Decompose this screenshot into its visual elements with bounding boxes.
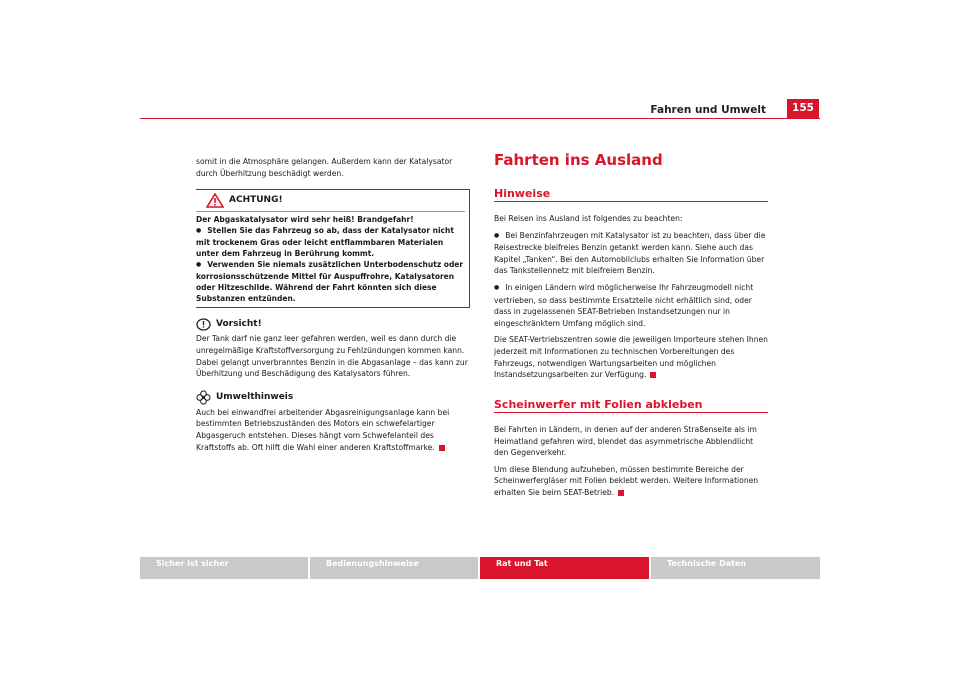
chapter-title: Fahren und Umwelt xyxy=(650,104,766,116)
warning-line: Der Abgaskatalysator wird sehr heiß! Brandgefahr! xyxy=(196,215,414,225)
footer-tab-bedienung[interactable]: Bedienungshinweise xyxy=(310,557,478,579)
caution-title: Vorsicht! xyxy=(216,319,262,330)
environment-text-content: Auch bei einwandfrei arbeitender Abgasreinigungsanlage kann bei bestimmten Betriebszuständen des Motors ein schwefelartiger Abgasgeruch entstehen. Dieses hängt vom Schwefelanteil des Kraftstoffs ab. Oft hilft die Wahl einer anderen Kraftstoffmarke. xyxy=(196,407,450,452)
section-end-mark xyxy=(618,490,624,496)
hinweise-bullet xyxy=(494,230,768,277)
right-column-section1 xyxy=(494,213,768,386)
environment-header xyxy=(196,390,470,405)
hinweise-paragraph-text: Die SEAT-Vertriebszentren sowie die jeweiligen Importeure stehen Ihnen jederzeit mit Informationen zu technischen Vorbereitungen des Fahrzeugs, notwendigen Wartungsarbeiten und möglichen Instandsetzungsarbeiten zur Verfügung. xyxy=(494,335,768,380)
warning-body xyxy=(196,215,465,304)
warning-bullet-text: Stellen Sie das Fahrzeug so ab, dass der Katalysator nicht mit trockenem Gras oder leicht entflammbaren Materialen unter dem Fahrzeug in Berührung kommt. xyxy=(196,226,454,258)
warning-bullet xyxy=(196,226,465,260)
scheinwerfer-paragraph-text: Um diese Blendung aufzuheben, müssen bestimmte Bereiche der Scheinwerfergläser mit Folien beklebt werden. Weitere Informationen erhalten Sie beim SEAT-Betrieb. xyxy=(494,464,759,497)
environment-text xyxy=(196,407,470,453)
scheinwerfer-paragraph xyxy=(494,464,768,499)
footer-tab-technische-daten[interactable]: Technische Daten xyxy=(651,557,820,579)
section-end-mark xyxy=(439,445,445,451)
left-column xyxy=(196,156,470,458)
main-heading: Fahrten ins Ausland xyxy=(494,151,663,169)
page-number: 155 xyxy=(787,99,819,118)
warning-bullet xyxy=(196,260,465,305)
section-rule xyxy=(494,201,768,202)
right-column-section2 xyxy=(494,424,768,504)
warning-triangle-icon xyxy=(206,193,224,208)
header-rule xyxy=(140,118,820,119)
warning-box xyxy=(196,189,470,308)
section-end-mark xyxy=(650,372,656,378)
environment-title: Umwelthinweis xyxy=(216,391,294,402)
intro-paragraph: somit in die Atmosphäre gelangen. Außerdem kann der Katalysator durch Überhitzung beschädigt werden. xyxy=(196,157,453,178)
footer-tab-rat-und-tat[interactable]: Rat und Tat xyxy=(480,557,649,579)
hinweise-intro: Bei Reisen ins Ausland ist folgendes zu beachten: xyxy=(494,214,683,223)
section-heading-scheinwerfer: Scheinwerfer mit Folien abkleben xyxy=(494,398,703,411)
caution-text: Der Tank darf nie ganz leer gefahren werden, weil es dann durch die unregelmäßige Kraftstoffversorgung zu Fehlzündungen kommen kann. Dabei gelangt unverbranntes Benzin in die Abgasanlage – das kann zur Überhitzung und Beschädigung des Katalysators führen. xyxy=(196,334,468,379)
caution-header xyxy=(196,318,470,331)
hinweise-bullet-text: In einigen Ländern wird möglicherweise Ihr Fahrzeugmodell nicht vertrieben, so dass bestimmte Ersatzteile nicht erhältlich sind, oder dass in zugelassenen SEAT-Betrieben Instandsetzungen nur in eingeschränktem Umfang möglich sind. xyxy=(494,282,754,328)
warning-title: ACHTUNG! xyxy=(229,194,283,205)
hinweise-bullet xyxy=(494,282,768,329)
section-heading-hinweise: Hinweise xyxy=(494,187,551,200)
hinweise-paragraph xyxy=(494,334,768,380)
footer-tab-sicher[interactable]: Sicher ist sicher xyxy=(140,557,308,579)
warning-bullet-text: Verwenden Sie niemals zusätzlichen Unterbodenschutz oder korrosionsschützende Mittel für Auspuffrohre, Katalysatoren oder Hitzeschilde. Während der Fahrt könnten sich diese Substanzen entzünden. xyxy=(196,259,464,303)
caution-exclamation-icon xyxy=(196,318,211,331)
section-rule xyxy=(494,412,768,413)
warning-header xyxy=(196,190,465,212)
hinweise-bullet-text: Bei Benzinfahrzeugen mit Katalysator ist zu beachten, dass über die Reisestrecke bleifreies Benzin getankt werden kann. Siehe auch das Kapitel „Tanken“. Bei den Automobilclubs erhalten Sie Information über das Tankstellennetz mit bleifreiem Benzin. xyxy=(494,230,766,276)
environment-flower-icon xyxy=(196,390,211,405)
scheinwerfer-paragraph: Bei Fahrten in Ländern, in denen auf der anderen Straßenseite als im Heimatland gefahren wird, blendet das asymmetrische Abblendlicht den Gegenverkehr. xyxy=(494,425,757,458)
